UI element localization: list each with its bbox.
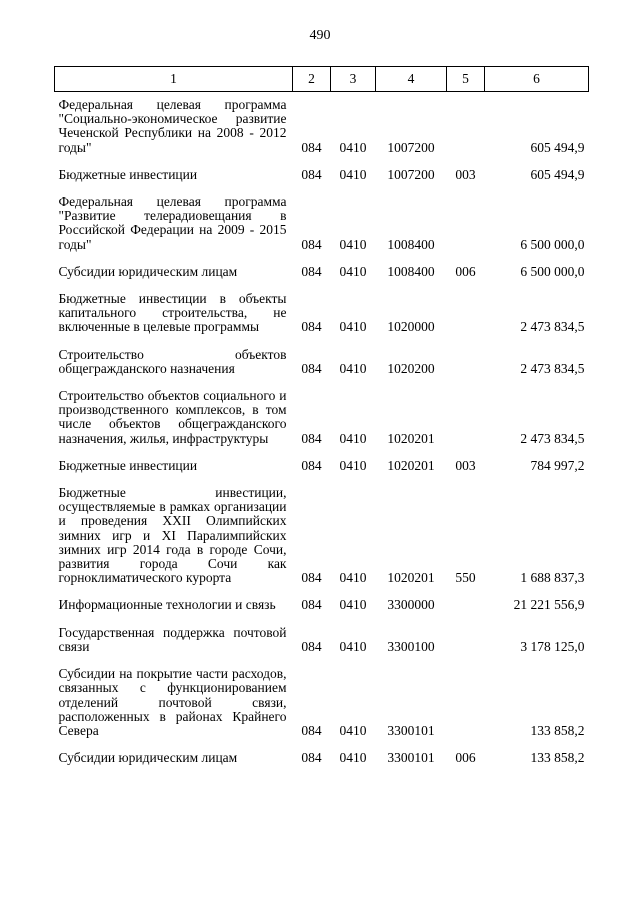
row-col-5 [447, 592, 485, 612]
row-col-2: 084 [301, 570, 322, 586]
row-amount: 6 500 000,0 [520, 263, 585, 279]
row-description: Федеральная целевая программа "Развитие телерадиовещания в Российской Федерации на 2009 - 2015 годы" [58, 194, 287, 252]
row-col-4: 1007200 [387, 166, 435, 182]
row-col-5 [447, 661, 485, 738]
row-col-2: 084 [301, 457, 322, 473]
table-row [55, 92, 589, 155]
row-col-2: 084 [301, 722, 322, 738]
row-col-3: 0410 [339, 722, 367, 738]
row-description: Субсидии юридическим лицам [58, 263, 238, 279]
row-col-4: 3300101 [387, 750, 435, 766]
row-amount: 2 473 834,5 [520, 360, 585, 376]
row-spacer [55, 376, 589, 383]
row-col-4: 3300100 [387, 638, 435, 654]
row-spacer [55, 182, 589, 189]
row-description: Федеральная целевая программа "Социально-экономическое развитие Чеченской Республики на 2008 - 2012 годы" [58, 97, 287, 155]
row-col-5 [447, 189, 485, 252]
row-col-5 [447, 620, 485, 654]
row-description: Субсидии юридическим лицам [58, 750, 238, 766]
row-col-5 [447, 92, 485, 155]
table-row [55, 745, 589, 765]
row-col-5 [447, 383, 485, 446]
table-row [55, 480, 589, 585]
row-col-3: 0410 [339, 236, 367, 252]
row-col-3: 0410 [339, 430, 367, 446]
table-row [55, 342, 589, 376]
row-col-4: 1008400 [387, 236, 435, 252]
header-col-1: 1 [55, 67, 293, 92]
table-row [55, 453, 589, 473]
row-amount: 21 221 556,9 [513, 597, 585, 613]
row-amount: 133 858,2 [530, 722, 585, 738]
table-row [55, 259, 589, 279]
row-col-3: 0410 [339, 597, 367, 613]
row-col-2: 084 [301, 638, 322, 654]
row-amount: 133 858,2 [530, 750, 585, 766]
row-amount: 1 688 837,3 [520, 570, 585, 586]
row-col-5: 550 [455, 570, 476, 586]
row-spacer [55, 155, 589, 162]
table-row [55, 162, 589, 182]
row-col-4: 1020200 [387, 360, 435, 376]
row-col-2: 084 [301, 263, 322, 279]
row-spacer [55, 654, 589, 661]
row-col-4: 1008400 [387, 263, 435, 279]
row-col-3: 0410 [339, 139, 367, 155]
row-amount: 605 494,9 [530, 166, 585, 182]
row-col-5: 003 [455, 457, 476, 473]
row-description: Государственная поддержка почтовой связи [58, 624, 287, 654]
row-col-5 [447, 342, 485, 376]
row-col-2: 084 [301, 236, 322, 252]
row-col-5: 006 [455, 750, 476, 766]
row-col-3: 0410 [339, 360, 367, 376]
row-description: Строительство объектов социального и производственного комплексов, в том числе объектов общегражданского назначения, жилья, инфраструктуры [58, 388, 287, 446]
row-amount: 2 473 834,5 [520, 319, 585, 335]
header-col-2: 2 [293, 67, 331, 92]
budget-table [54, 66, 589, 765]
row-amount: 2 473 834,5 [520, 430, 585, 446]
header-col-6: 6 [485, 67, 589, 92]
row-col-2: 084 [301, 750, 322, 766]
row-spacer [55, 279, 589, 286]
row-spacer [55, 335, 589, 342]
row-col-4: 3300000 [387, 597, 435, 613]
header-col-3: 3 [331, 67, 376, 92]
table-row [55, 620, 589, 654]
row-col-4: 1020201 [387, 570, 435, 586]
row-col-3: 0410 [339, 263, 367, 279]
row-col-3: 0410 [339, 457, 367, 473]
row-amount: 605 494,9 [530, 139, 585, 155]
row-col-3: 0410 [339, 638, 367, 654]
row-col-3: 0410 [339, 570, 367, 586]
header-col-5: 5 [447, 67, 485, 92]
row-col-2: 084 [301, 319, 322, 335]
row-col-2: 084 [301, 139, 322, 155]
table-row [55, 286, 589, 335]
row-col-4: 1020000 [387, 319, 435, 335]
table-row [55, 383, 589, 446]
row-col-5 [447, 286, 485, 335]
row-description: Информационные технологии и связь [58, 597, 276, 613]
row-spacer [55, 252, 589, 259]
row-amount: 6 500 000,0 [520, 236, 585, 252]
row-spacer [55, 613, 589, 620]
row-col-2: 084 [301, 360, 322, 376]
page-number: 490 [309, 28, 331, 43]
row-col-3: 0410 [339, 750, 367, 766]
table-row [55, 189, 589, 252]
table-header-row [55, 67, 589, 92]
row-col-5: 006 [455, 263, 476, 279]
row-description: Бюджетные инвестиции [58, 166, 198, 182]
row-col-2: 084 [301, 597, 322, 613]
row-description: Бюджетные инвестиции [58, 457, 198, 473]
row-spacer [55, 738, 589, 745]
row-col-2: 084 [301, 166, 322, 182]
row-col-4: 3300101 [387, 722, 435, 738]
row-col-5: 003 [455, 166, 476, 182]
table-row [55, 592, 589, 612]
row-amount: 3 178 125,0 [520, 638, 585, 654]
row-spacer [55, 446, 589, 453]
row-col-4: 1007200 [387, 139, 435, 155]
row-col-4: 1020201 [387, 457, 435, 473]
header-col-4: 4 [376, 67, 447, 92]
row-description: Строительство объектов общегражданского назначения [58, 346, 287, 376]
row-spacer [55, 473, 589, 480]
row-description: Бюджетные инвестиции, осуществляемые в рамках организации и проведения XXII Олимпийских зимних игр и XI Паралимпийских зимних игр 2014 года в городе Сочи, развития города Сочи как горноклиматического курорта [58, 485, 287, 586]
row-spacer [55, 585, 589, 592]
row-amount: 784 997,2 [530, 457, 585, 473]
row-col-3: 0410 [339, 319, 367, 335]
row-col-3: 0410 [339, 166, 367, 182]
row-description: Бюджетные инвестиции в объекты капитального строительства, не включенные в целевые программы [58, 291, 287, 335]
row-description: Субсидии на покрытие части расходов, связанных с функционированием отделений почтовой связи, расположенных в районах Крайнего Севера [58, 666, 287, 738]
row-col-4: 1020201 [387, 430, 435, 446]
table-row [55, 661, 589, 738]
row-col-2: 084 [301, 430, 322, 446]
